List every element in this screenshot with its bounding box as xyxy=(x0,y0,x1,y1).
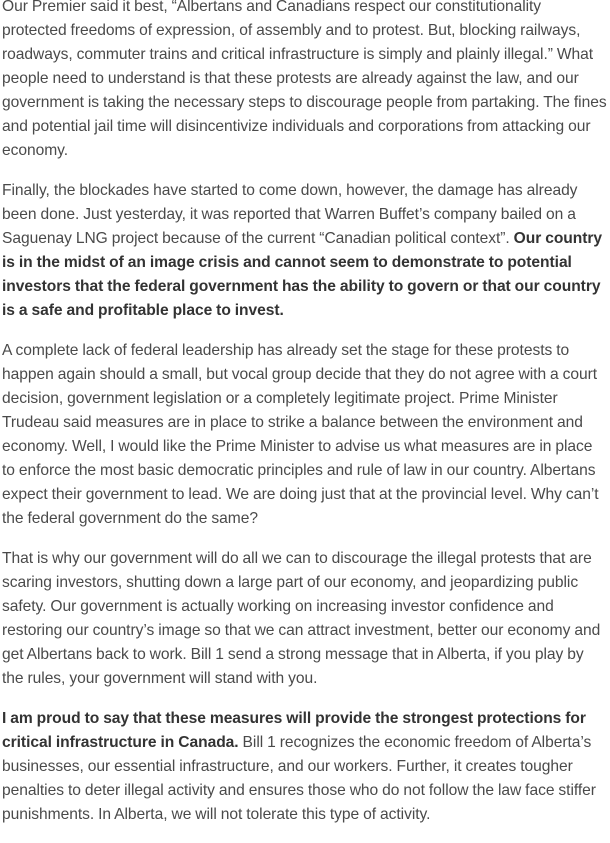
paragraph-premier-quote xyxy=(2,0,608,163)
paragraph-federal-leadership xyxy=(2,339,608,531)
paragraph-bill-1 xyxy=(2,707,608,827)
article-body xyxy=(2,0,608,843)
paragraph-bold-text: Our country is in the midst of an image crisis and cannot seem to demonstrate to potential investors that the federal government has the ability to govern or that our country is a safe and profitable place to invest. xyxy=(2,230,603,319)
paragraph-text: A complete lack of federal leadership has already set the stage for these protests to happen again should a small, but vocal group decide that they do not agree with a court decision, government legislation or a completely legitimate project. Prime Minister Trudeau said measures are in place to strike a balance between the environment and economy. Well, I would like the Prime Minister to advise us what measures are in place to enforce the most basic democratic principles and rule of law in our country. Albertans expect their government to lead. We are doing just that at the provincial level. Why can’t the federal government do the same? xyxy=(2,342,599,527)
paragraph-text: Finally, the blockades have started to come down, however, the damage has already been done. Just yesterday, it was reported that Warren Buffet’s company bailed on a Saguenay LNG project because of the current “Canadian political context”. xyxy=(2,182,578,247)
paragraph-government-action xyxy=(2,547,608,691)
paragraph-bold-text: I am proud to say that these measures will provide the strongest protections for critical infrastructure in Canada. xyxy=(2,710,586,751)
paragraph-text: Our Premier said it best, “Albertans and Canadians respect our constitutionality protected freedoms of expression, of assembly and to protest. But, blocking railways, roadways, commuter trains and critical infrastructure is simply and plainly illegal.” What people need to understand is that these protests are already against the law, and our government is taking the necessary steps to discourage people from partaking. The fines and potential jail time will disincentivize individuals and corporations from attacking our economy. xyxy=(2,0,607,159)
paragraph-text: That is why our government will do all we can to discourage the illegal protests that are scaring investors, shutting down a large part of our economy, and jeopardizing public safety. Our government is actually working on increasing investor confidence and restoring our country’s image so that we can attract investment, better our economy and get Albertans back to work. Bill 1 send a strong message that in Alberta, if you play by the rules, your government will stand with you. xyxy=(2,550,601,687)
paragraph-text: Bill 1 recognizes the economic freedom of Alberta’s businesses, our essential infrastructure, and our workers. Further, it creates tougher penalties to deter illegal activity and ensures those who do not follow the law face stiffer punishments. In Alberta, we will not tolerate this type of activity. xyxy=(2,734,596,823)
paragraph-blockades xyxy=(2,179,608,323)
